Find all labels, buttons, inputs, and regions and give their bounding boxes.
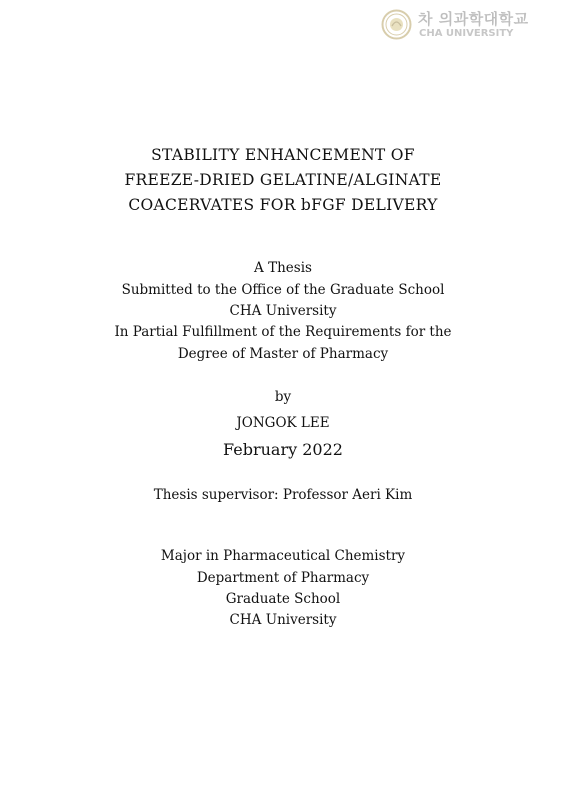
university-watermark: [381, 8, 561, 44]
graduate-school-line: Graduate School: [225, 591, 341, 607]
title-line-2: FREEZE-DRIED GELATINE/ALGINATE: [124, 171, 442, 189]
by-label: by: [274, 389, 292, 405]
thesis-label: A Thesis: [254, 260, 312, 276]
submission-university: CHA University: [229, 303, 337, 319]
title-line-3: COACERVATES FOR bFGF DELIVERY: [128, 196, 438, 214]
university-line: CHA University: [229, 612, 337, 628]
watermark-korean-name: 차 의과학대학교: [418, 10, 529, 28]
submission-date: February 2022: [223, 440, 343, 459]
author-name: JONGOK LEE: [236, 415, 330, 431]
department-line: Department of Pharmacy: [196, 570, 370, 586]
thesis-supervisor: Thesis supervisor: Professor Aeri Kim: [153, 487, 413, 503]
fulfillment-line: In Partial Fulfillment of the Requirements for the: [114, 324, 452, 340]
title-line-1: STABILITY ENHANCEMENT OF: [151, 146, 415, 164]
watermark-english-name: CHA UNIVERSITY: [419, 28, 514, 39]
major-line: Major in Pharmaceutical Chemistry: [160, 548, 406, 564]
university-seal-icon: [381, 9, 412, 40]
submission-line: Submitted to the Office of the Graduate School: [121, 282, 445, 298]
degree-line: Degree of Master of Pharmacy: [177, 346, 389, 362]
